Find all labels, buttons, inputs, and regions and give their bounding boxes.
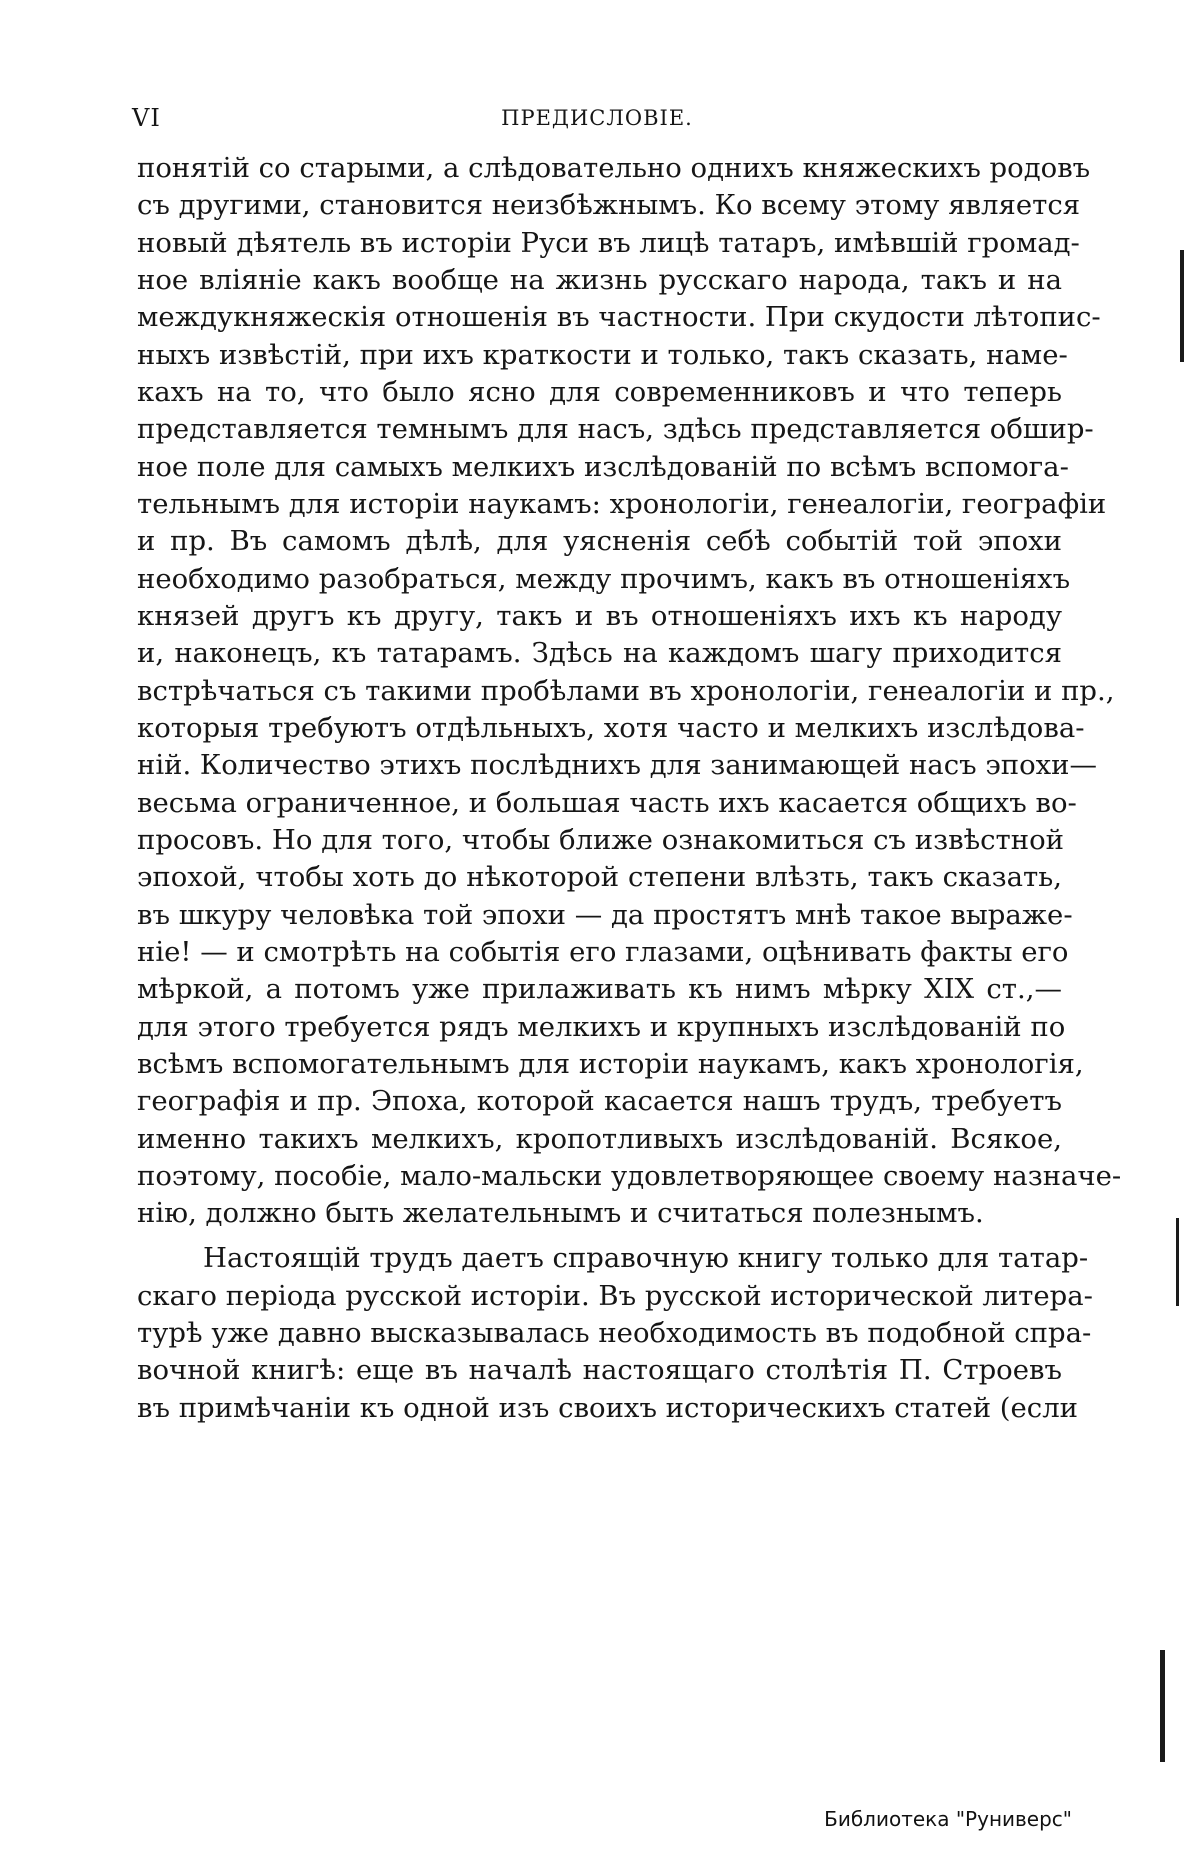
text-line: понятій со старыми, а слѣдовательно однихъ княжескихъ родовъ: [137, 152, 1091, 184]
text-line: кахъ на то, что было ясно для современниковъ и что теперь: [137, 376, 1062, 408]
text-line: мѣркой, а потомъ уже прилаживать къ нимъ мѣрку XIX ст.,—: [137, 973, 1062, 1005]
text-line: князей другъ къ другу, такъ и въ отношеніяхъ ихъ къ народу: [137, 600, 1062, 632]
library-stamp: Библиотека "Руниверс": [824, 1807, 1072, 1831]
text-line: въ примѣчаніи къ одной изъ своихъ историческихъ статей (если: [137, 1392, 1079, 1424]
text-line: географія и пр. Эпоха, которой касается нашъ трудъ, требуетъ: [137, 1085, 1062, 1117]
text-line: поэтому, пособіе, мало-мальски удовлетворяющее своему назначе-: [137, 1160, 1122, 1192]
text-line: ное вліяніе какъ вообще на жизнь русскаго народа, такъ и на: [137, 264, 1062, 296]
text-line: эпохой, чтобы хоть до нѣкоторой степени влѣзть, такъ сказать,: [137, 861, 1062, 893]
text-line: ныхъ извѣстій, при ихъ краткости и только, такъ сказать, наме-: [137, 339, 1068, 371]
page-number: VI: [132, 104, 161, 132]
scan-edge-mark: [1180, 250, 1184, 362]
text-line: весьма ограниченное, и большая часть ихъ касается общихъ во-: [137, 787, 1077, 819]
text-line: которыя требуютъ отдѣльныхъ, хотя часто и мелкихъ изслѣдова-: [137, 712, 1085, 744]
text-line: междукняжескія отношенія въ частности. При скудости лѣтопис-: [137, 301, 1101, 333]
text-line: именно такихъ мелкихъ, кропотливыхъ изслѣдованій. Всякое,: [137, 1123, 1062, 1155]
text-line: всѣмъ вспомогательнымъ для исторіи наукамъ, какъ хронологія,: [137, 1048, 1084, 1080]
text-line: необходимо разобраться, между прочимъ, какъ въ отношеніяхъ: [137, 563, 1071, 595]
text-line: скаго періода русской исторіи. Въ русской исторической литера-: [137, 1280, 1093, 1312]
text-line: тельнымъ для исторіи наукамъ: хронологіи, генеалогіи, географіи: [137, 488, 1107, 520]
text-line: Настоящій трудъ даетъ справочную книгу только для татар-: [203, 1242, 1089, 1274]
text-line: ное поле для самыхъ мелкихъ изслѣдованій по всѣмъ вспомога-: [137, 451, 1069, 483]
text-line: ніе! — и смотрѣть на событія его глазами, оцѣнивать факты его: [137, 936, 1069, 968]
text-line: ній. Количество этихъ послѣднихъ для занимающей насъ эпохи—: [137, 749, 1097, 781]
text-line: для этого требуется рядъ мелкихъ и крупныхъ изслѣдованій по: [137, 1011, 1066, 1043]
page-header: [132, 104, 1062, 134]
text-line: и, наконецъ, къ татарамъ. Здѣсь на каждомъ шагу приходится: [137, 637, 1062, 669]
text-line: просовъ. Но для того, чтобы ближе ознакомиться съ извѣстной: [137, 824, 1064, 856]
text-line: представляется темнымъ для насъ, здѣсь представляется обшир-: [137, 413, 1094, 445]
text-line: встрѣчаться съ такими пробѣлами въ хронологіи, генеалогіи и пр.,: [137, 675, 1115, 707]
text-line: съ другими, становится неизбѣжнымъ. Ко всему этому является: [137, 189, 1081, 221]
running-head: ПРЕДИСЛОВІЕ.: [501, 106, 693, 130]
text-line: вочной книгѣ: еще въ началѣ настоящаго столѣтія П. Строевъ: [137, 1354, 1062, 1386]
text-line: нію, должно быть желательнымъ и считаться полезнымъ.: [137, 1197, 984, 1229]
text-line: турѣ уже давно высказывалась необходимость въ подобной спра-: [137, 1317, 1092, 1349]
scan-edge-mark: [1176, 1218, 1179, 1306]
scan-edge-mark: [1160, 1650, 1165, 1762]
text-line: и пр. Въ самомъ дѣлѣ, для уясненія себѣ событій той эпохи: [137, 525, 1062, 557]
text-line: въ шкуру человѣка той эпохи — да простятъ мнѣ такое выраже-: [137, 899, 1073, 931]
text-line: новый дѣятель въ исторіи Руси въ лицѣ татаръ, имѣвшій громад-: [137, 227, 1080, 259]
